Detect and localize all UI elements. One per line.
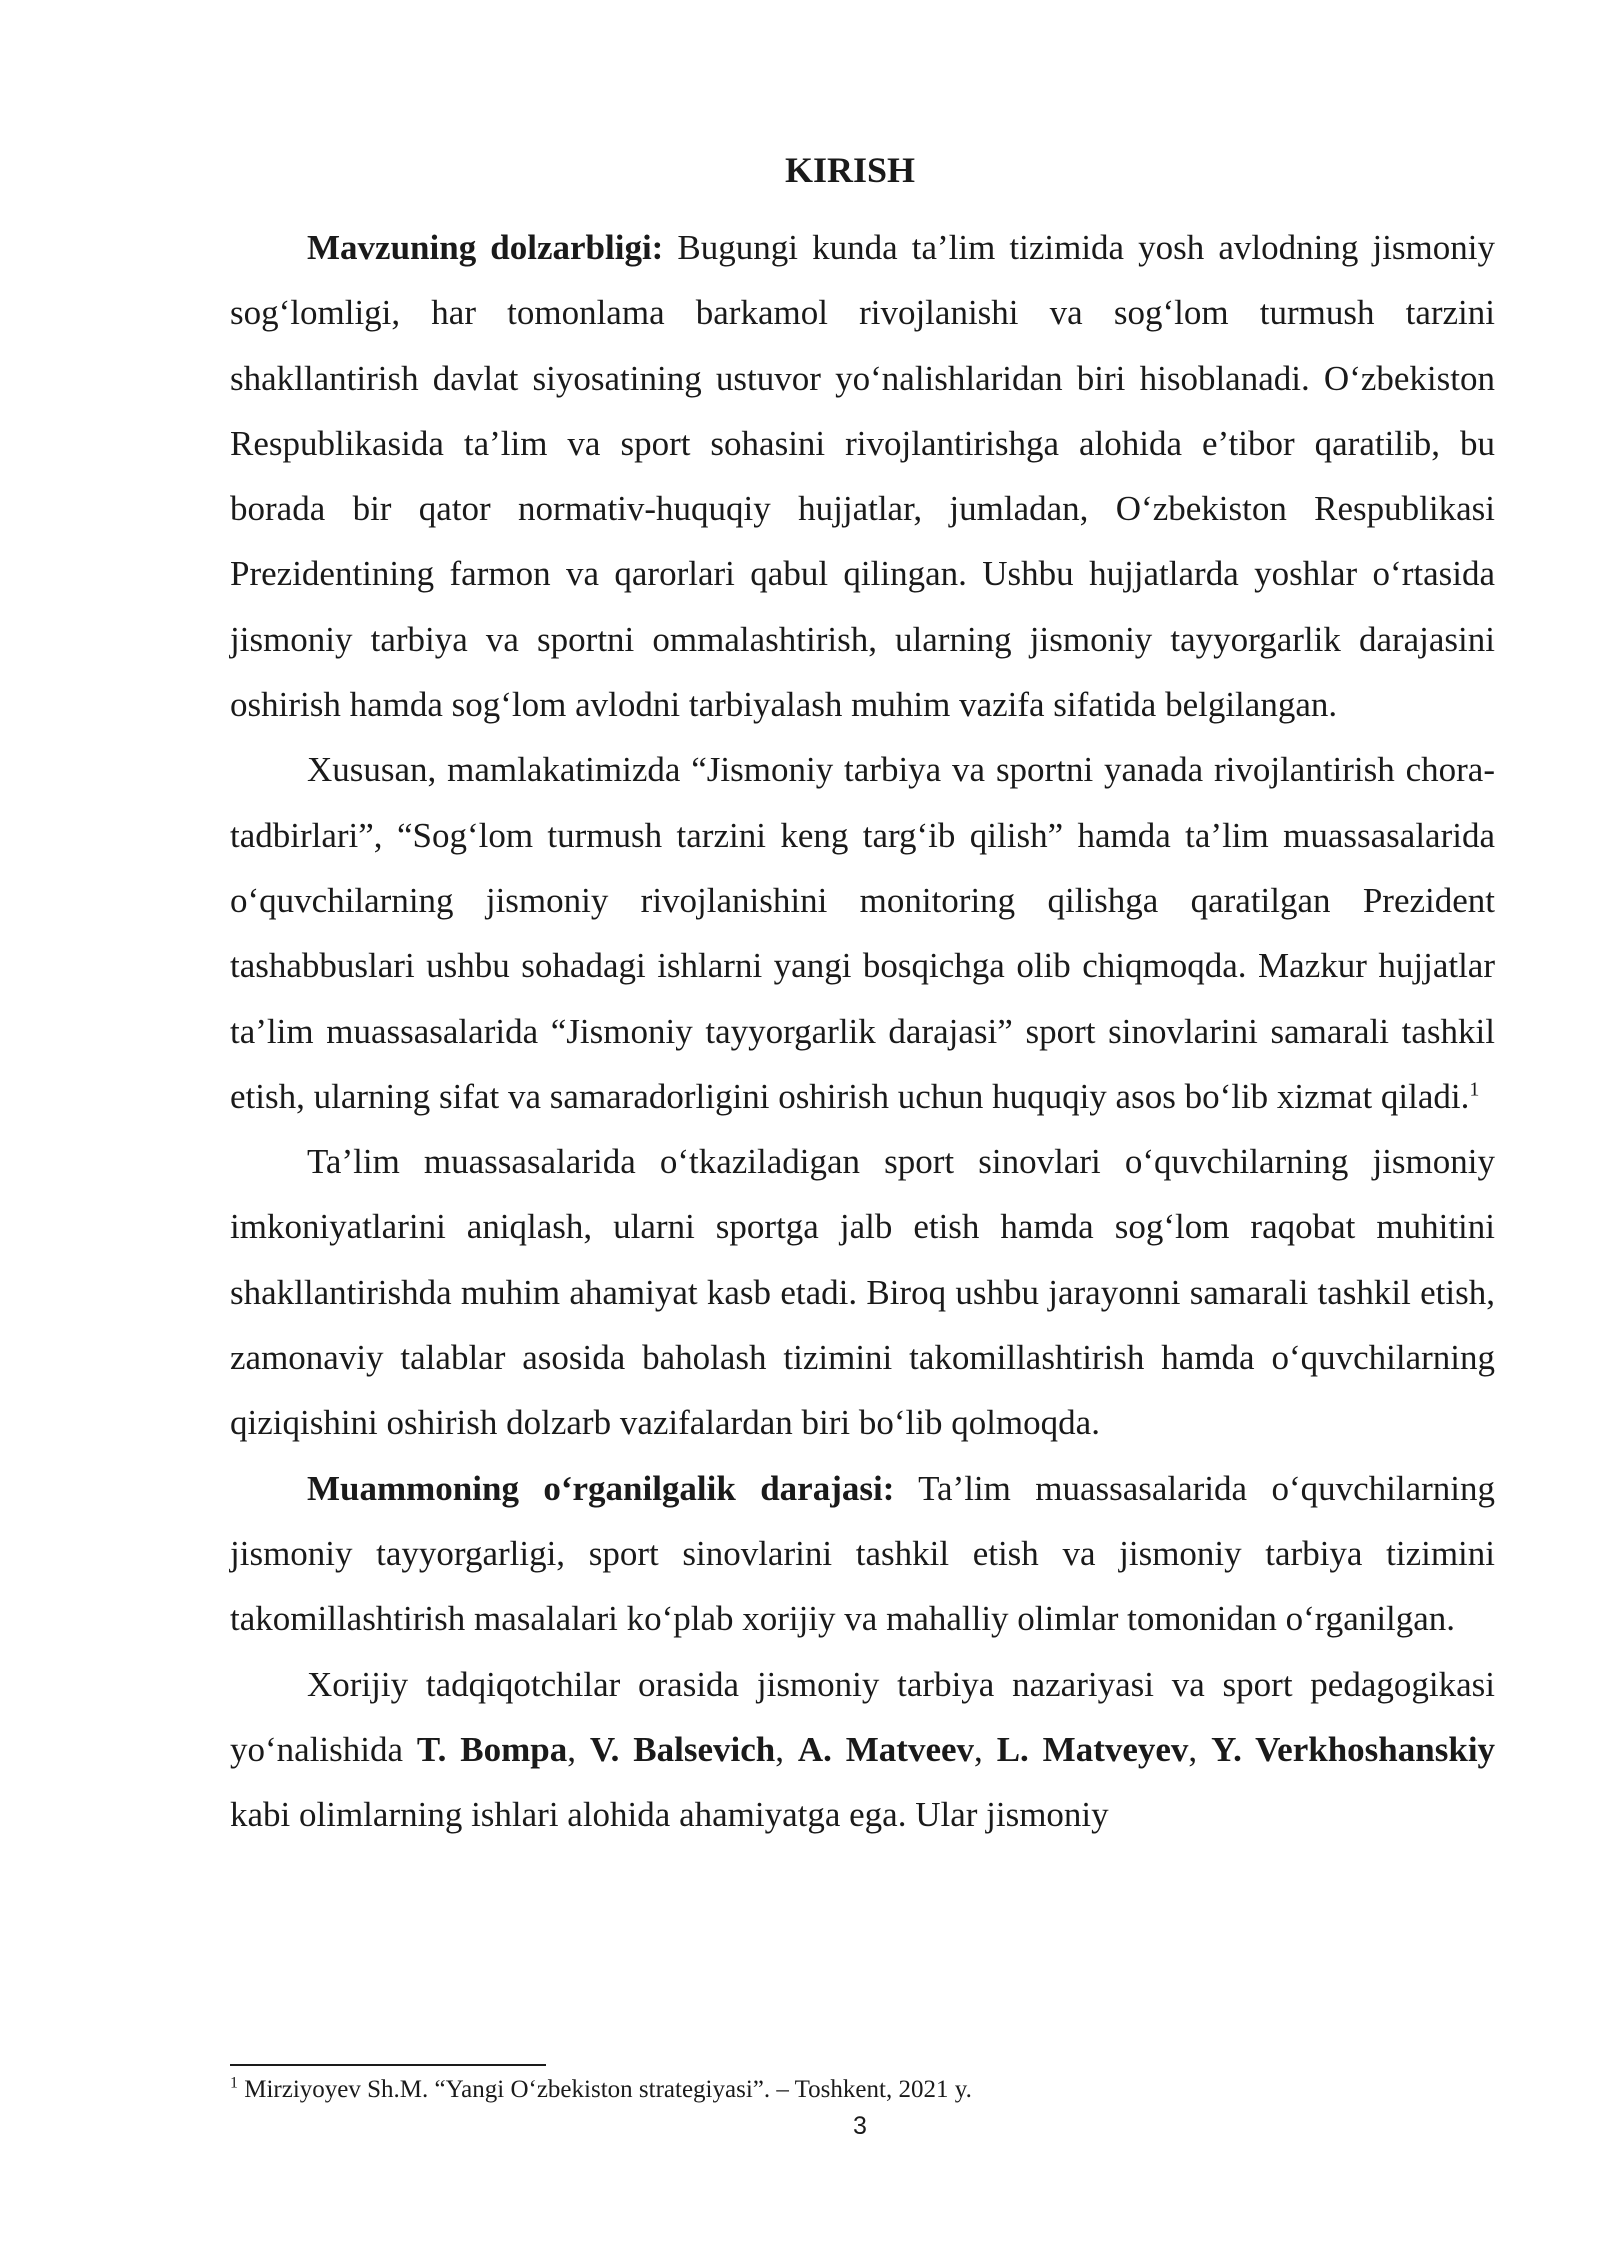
paragraph-text: kabi olimlarning ishlari alohida ahamiyatga ega. Ular jismoniy — [230, 1795, 1109, 1835]
paragraph-text: Ta’lim muassasalarida o‘tkaziladigan sport sinovlari o‘quvchilarning jismoniy imkoniyatlarini aniqlash, ularni sportga jalb etish hamda sog‘lom raqobat muhitini shakllantirishda muhim ahamiyat kasb etadi. Biroq ushbu jarayonni samarali tashkil etish, zamonaviy talablar asosida baholash tizimini takomillashtirish hamda o‘quvchilarning qiziqishini oshirish dolzarb vazifalardan biri bo‘lib qolmoqda. — [230, 1142, 1495, 1443]
paragraph-decrees — [230, 737, 1495, 1129]
footnote-number: 1 — [230, 2074, 238, 2092]
footnote-divider — [230, 2064, 546, 2066]
name-separator: , — [775, 1729, 798, 1769]
name-separator: , — [567, 1729, 590, 1769]
paragraph-relevance — [230, 215, 1495, 737]
section-heading: KIRISH — [784, 150, 916, 190]
paragraph-text: Ta’lim muassasalarida o‘quvchilarning jismoniy tayyorgarligi, sport sinovlarini tashkil etish va jismoniy tarbiya tizimini takomillashtirish masalalari ko‘plab xorijiy va mahalliy olimlar tomonidan o‘rganilgan. — [230, 1468, 1495, 1639]
body-text — [230, 215, 1495, 1847]
researcher-name: L. Matveyev — [996, 1729, 1189, 1769]
footnote — [230, 2073, 972, 2107]
researcher-name: A. Matveev — [797, 1729, 975, 1769]
page-number: 3 — [853, 2112, 867, 2140]
paragraph-label: Mavzuning dolzarbligi: — [307, 228, 664, 267]
researcher-name: V. Balsevich — [589, 1729, 776, 1769]
paragraph-label: Muammoning o‘rganilgalik darajasi: — [307, 1468, 895, 1508]
footnote-reference[interactable]: 1 — [1469, 1078, 1480, 1101]
paragraph-foreign-researchers — [230, 1652, 1495, 1848]
paragraph-sport-tests — [230, 1129, 1495, 1455]
researcher-name: Y. Verkhoshanskiy — [1211, 1729, 1496, 1769]
name-separator: , — [974, 1729, 997, 1769]
paragraph-text: Xorijiy tadqiqotchilar orasida jismoniy tarbiya nazariyasi va sport pedagogikasi yo‘nalishida — [230, 1664, 1495, 1769]
paragraph-study-degree — [230, 1456, 1495, 1652]
paragraph-text: Xususan, mamlakatimizda “Jismoniy tarbiya va sportni yanada rivojlantirish chora-tadbirlari”, “Sog‘lom turmush tarzini keng targ‘ib qilish” hamda ta’lim muassasalarida o‘quvchilarning jismoniy rivojlanishini monitoring qilishga qaratilgan Prezident tashabbuslari ushbu sohadagi ishlarni yangi bosqichga olib chiqmoqda. Mazkur hujjatlar ta’lim muassasalarida “Jismoniy tayyorgarlik darajasi” sport sinovlarini samarali tashkil etish, ularning sifat va samaradorligini oshirish uchun huquqiy asos bo‘lib xizmat qiladi. — [230, 750, 1495, 1116]
footnote-text: Mirziyoyev Sh.M. “Yangi O‘zbekiston strategiyasi”. – Toshkent, 2021 y. — [238, 2076, 972, 2103]
name-separator: , — [1188, 1729, 1212, 1769]
paragraph-text: Bugungi kunda ta’lim tizimida yosh avlodning jismoniy sog‘lomligi, har tomonlama barkamol rivojlanishi va sog‘lom turmush tarzini shakllantirish davlat siyosatining ustuvor yo‘nalishlaridan biri hisoblanadi. O‘zbekiston Respublikasida ta’lim va sport sohasini rivojlantirishga alohida e’tibor qaratilib, bu borada bir qator normativ-huquqiy hujjatlar, jumladan, O‘zbekiston Respublikasi Prezidentining farmon va qarorlari qabul qilingan. Ushbu hujjatlarda yoshlar o‘rtasida jismoniy tarbiya va sportni ommalashtirish, ularning jismoniy tayyorgarlik darajasini oshirish hamda sog‘lom avlodni tarbiyalash muhim vazifa sifatida belgilangan. — [230, 228, 1495, 725]
researcher-name: T. Bompa — [416, 1729, 568, 1769]
